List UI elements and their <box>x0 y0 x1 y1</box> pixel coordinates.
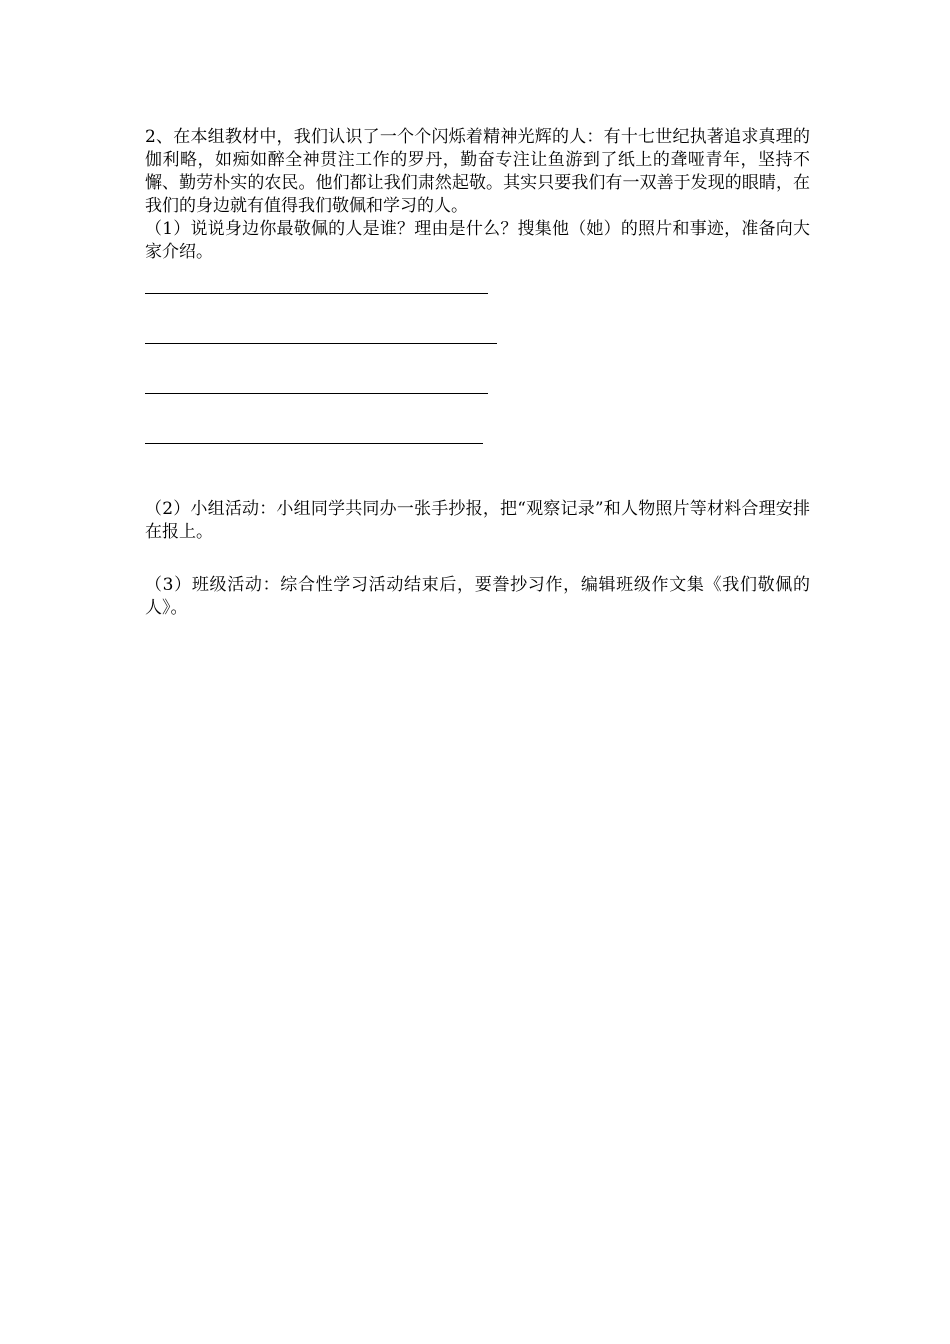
question-intro: 2、在本组教材中，我们认识了一个个闪烁着精神光辉的人：有十七世纪执著追求真理的伽利略，如痴如醉全神贯注工作的罗丹，勤奋专注让鱼游到了纸上的聋哑青年，坚持不懈、勤劳朴实的农民。他们都让我们肃然起敬。其实只要我们有一双善于发现的眼睛，在我们的身边就有值得我们敬佩和学习的人。 <box>145 127 810 216</box>
question-block <box>145 126 810 264</box>
answer-line-3[interactable] <box>145 393 488 394</box>
task-3-class-activity: （3）班级活动：综合性学习活动结束后，要誊抄习作，编辑班级作文集《我们敬佩的人》。 <box>145 575 810 618</box>
answer-line-2[interactable] <box>145 343 497 344</box>
answer-lines <box>145 293 505 493</box>
task-2-group-activity: （2）小组活动：小组同学共同办一张手抄报，把“观察记录”和人物照片等材料合理安排在报上。 <box>145 499 810 542</box>
answer-line-1[interactable] <box>145 293 488 294</box>
answer-line-4[interactable] <box>145 443 483 444</box>
task-1-prompt: （1）说说身边你最敬佩的人是谁？理由是什么？搜集他（她）的照片和事迹，准备向大家介绍。 <box>145 219 810 262</box>
